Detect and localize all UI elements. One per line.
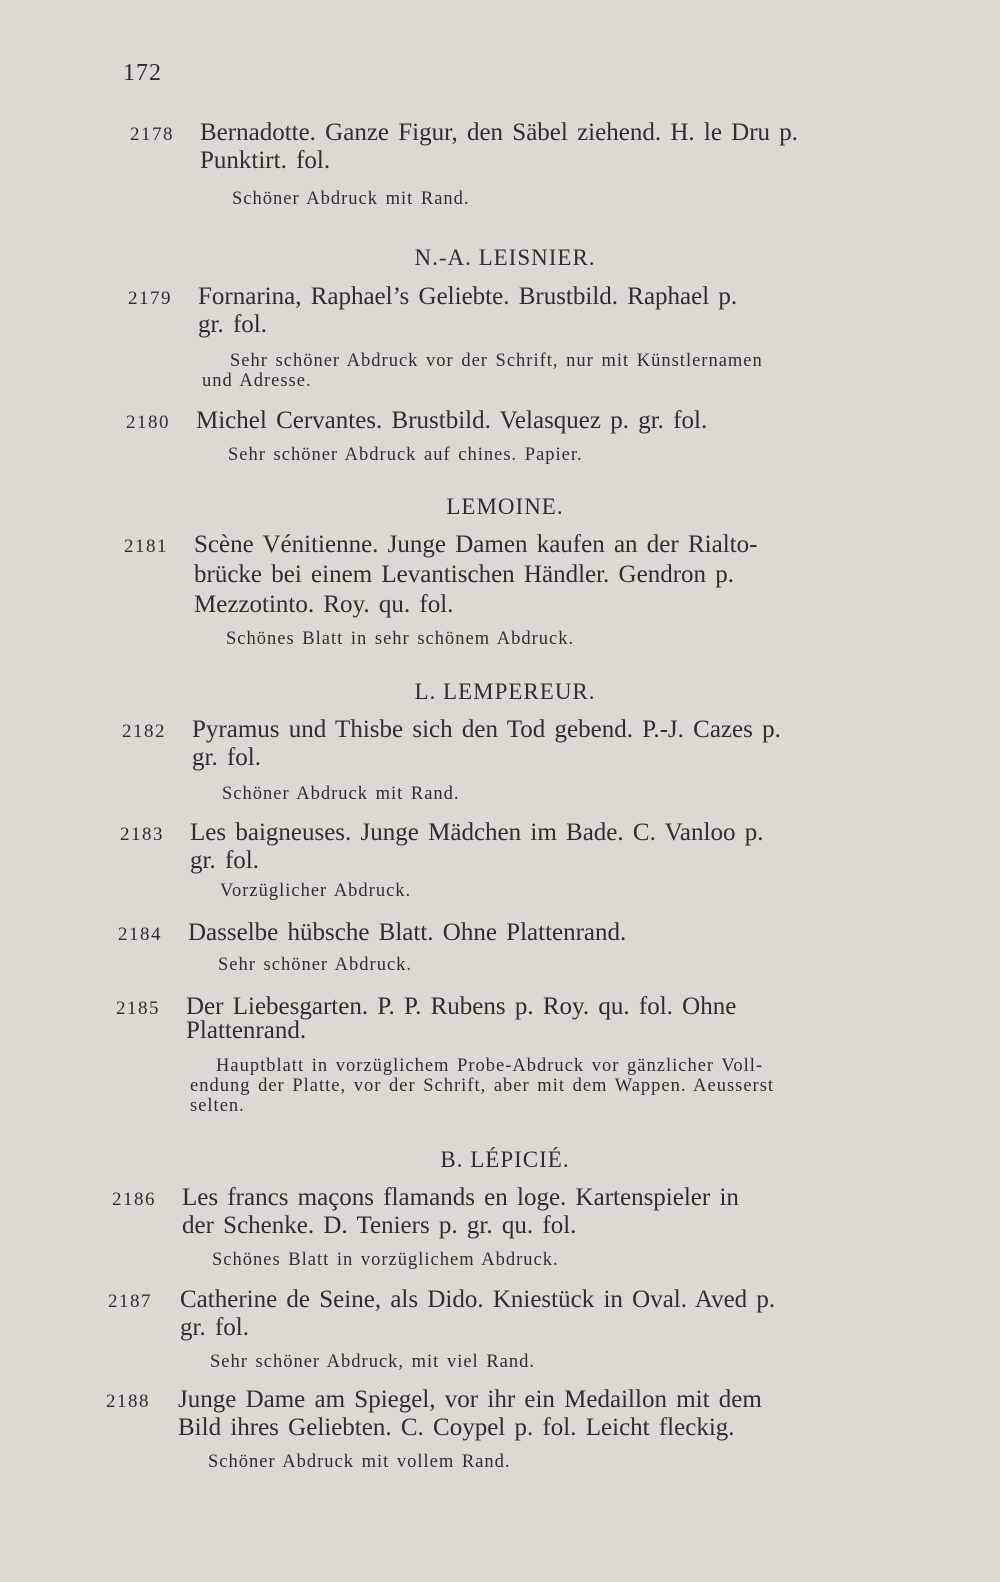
section-heading: N.-A. LEISNIER. — [414, 245, 596, 270]
entry-line: Catherine de Seine, als Dido. Kniestück in Oval. Aved p. — [180, 1286, 776, 1313]
page-number: 172 — [123, 60, 162, 86]
entry-line: brücke bei einem Levantischen Händler. Gendron p. — [194, 561, 735, 588]
entry-number: 2179 — [128, 288, 172, 309]
entry-number: 2183 — [120, 824, 164, 845]
entry-line: Bernadotte. Ganze Figur, den Säbel ziehend. H. le Dru p. — [200, 119, 799, 146]
entry-number: 2184 — [118, 924, 162, 945]
entry-note: und Adresse. — [202, 371, 312, 391]
entry-line: Scène Vénitienne. Junge Damen kaufen an der Rialto- — [194, 531, 758, 558]
entry-note: Vorzüglicher Abdruck. — [220, 881, 412, 901]
entry-line: Pyramus und Thisbe sich den Tod gebend. P.-J. Cazes p. — [192, 716, 781, 743]
entry-note: endung der Platte, vor der Schrift, aber mit dem Wappen. Aeusserst — [190, 1076, 775, 1096]
entry-note: Schöner Abdruck mit Rand. — [222, 784, 460, 804]
entry-line: Michel Cervantes. Brustbild. Velasquez p. gr. fol. — [196, 407, 708, 434]
entry-note: Sehr schöner Abdruck. — [218, 955, 413, 975]
entry-line: Mezzotinto. Roy. qu. fol. — [194, 591, 454, 618]
entry-line: Junge Dame am Spiegel, vor ihr ein Medaillon mit dem — [178, 1386, 762, 1413]
entry-line: Punktirt. fol. — [200, 147, 331, 174]
entry-number: 2182 — [122, 721, 166, 742]
entry-number: 2186 — [112, 1189, 156, 1210]
entry-line: gr. fol. — [190, 847, 259, 874]
entry-line: gr. fol. — [198, 311, 267, 338]
entry-line: Fornarina, Raphael’s Geliebte. Brustbild. Raphael p. — [198, 283, 738, 310]
entry-number: 2185 — [116, 998, 160, 1019]
entry-number: 2187 — [108, 1291, 152, 1312]
entry-line: Dasselbe hübsche Blatt. Ohne Plattenrand. — [188, 919, 627, 946]
entry-note: Sehr schöner Abdruck vor der Schrift, nur mit Künstlernamen — [230, 351, 763, 371]
entry-line: gr. fol. — [192, 744, 261, 771]
entry-line: Bild ihres Geliebten. C. Coypel p. fol. Leicht fleckig. — [178, 1414, 735, 1441]
entry-note: selten. — [190, 1096, 245, 1116]
entry-line: der Schenke. D. Teniers p. gr. qu. fol. — [182, 1212, 577, 1239]
section-heading: L. LEMPEREUR. — [414, 679, 596, 704]
entry-note: Sehr schöner Abdruck auf chines. Papier. — [228, 445, 583, 465]
entry-line: gr. fol. — [180, 1314, 249, 1341]
section-heading: LEMOINE. — [446, 494, 564, 519]
entry-line: Plattenrand. — [186, 1017, 307, 1044]
entry-line: Der Liebesgarten. P. P. Rubens p. Roy. qu. fol. Ohne — [186, 993, 737, 1020]
entry-note: Schöner Abdruck mit vollem Rand. — [208, 1452, 511, 1472]
entry-line: Les francs maçons flamands en loge. Kartenspieler in — [182, 1184, 739, 1211]
entry-note: Hauptblatt in vorzüglichem Probe-Abdruck vor gänzlicher Voll- — [216, 1056, 764, 1076]
entry-number: 2178 — [130, 124, 174, 145]
entry-line: Les baigneuses. Junge Mädchen im Bade. C. Vanloo p. — [190, 819, 764, 846]
entry-note: Schönes Blatt in vorzüglichem Abdruck. — [212, 1250, 559, 1270]
section-heading: B. LÉPICIÉ. — [440, 1147, 570, 1172]
entry-note: Schönes Blatt in sehr schönem Abdruck. — [226, 629, 575, 649]
entry-number: 2180 — [126, 412, 170, 433]
entry-note: Schöner Abdruck mit Rand. — [232, 189, 470, 209]
entry-number: 2181 — [124, 536, 168, 557]
entry-number: 2188 — [106, 1391, 150, 1412]
entry-note: Sehr schöner Abdruck, mit viel Rand. — [210, 1352, 535, 1372]
